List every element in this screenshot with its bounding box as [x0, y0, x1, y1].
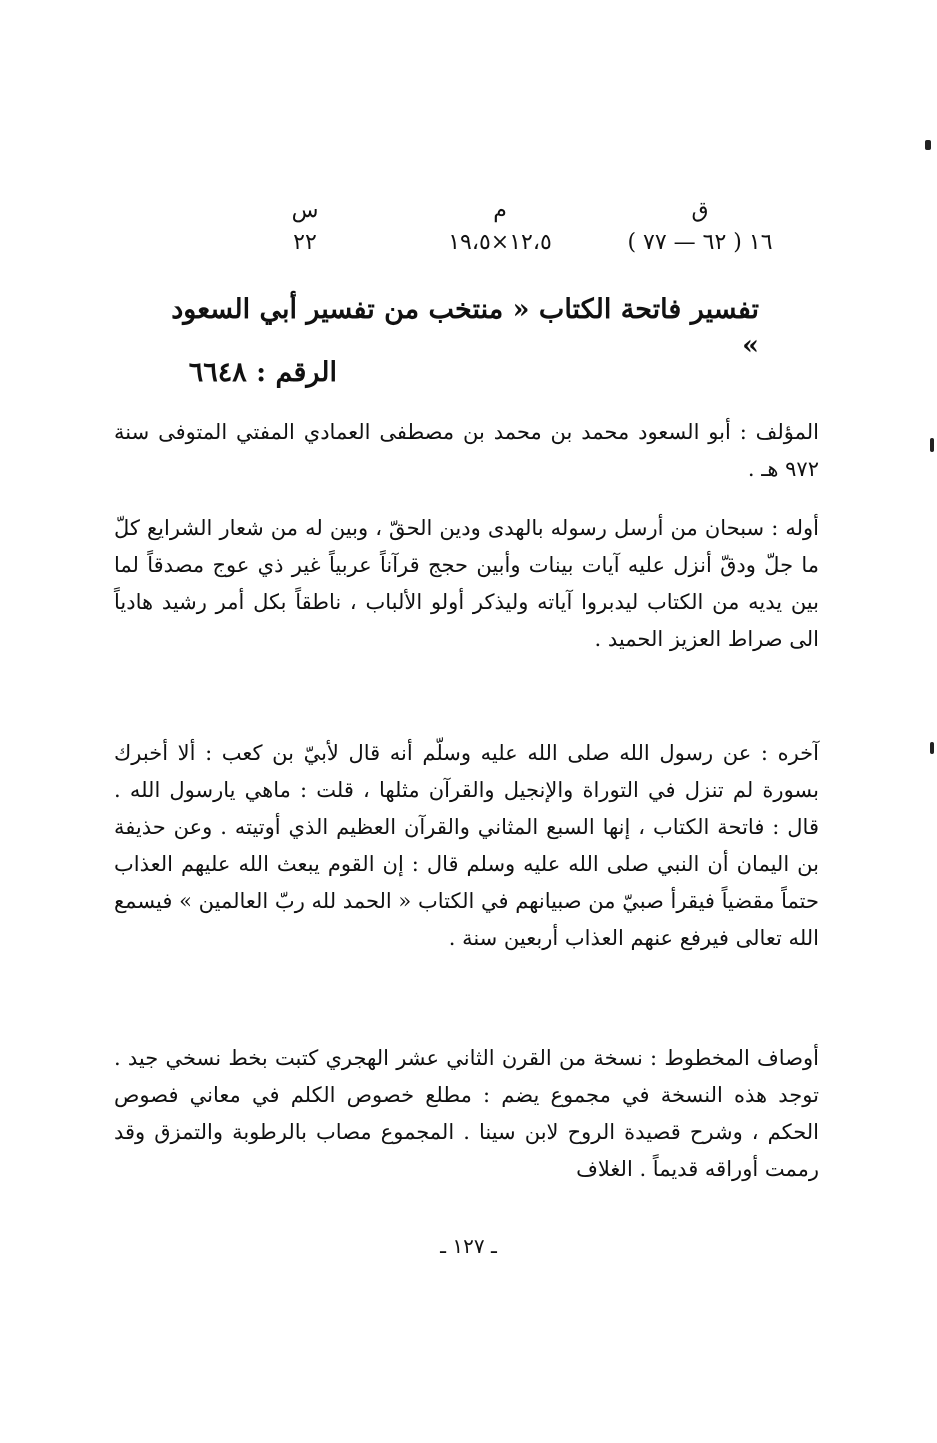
leaves-label: ق: [691, 198, 709, 223]
size-value: ١٢،٥×١٩،٥: [448, 230, 552, 255]
author-paragraph: المؤلف : أبو السعود محمد بن محمد بن مصطفى العمادي المفتي المتوفى سنة ٩٧٢ هـ .: [114, 420, 819, 481]
entry-title: تفسير فاتحة الكتاب « منتخب من تفسير أبي السعود »: [171, 294, 759, 361]
size-info: [415, 195, 585, 259]
description-paragraph: أوصاف المخطوط : نسخة من القرن الثاني عشر الهجري كتبت بخط نسخي جيد . توجد هذه النسخة في مجموع يضم : مطلع خصوص الكلم في معاني فصوص الحكم ، وشرح قصيدة الروح لابن سينا . المجموع مصاب بالرطوبة والتمزق وقد رممت أوراقه قديماً . الغلاف: [114, 1046, 819, 1181]
lines-label: س: [291, 198, 319, 223]
leaves-value: ١٦ ( ٦٢ — ٧٧ ): [627, 230, 773, 255]
page-number: ـ ١٢٧ ـ: [440, 1234, 497, 1258]
size-label: م: [493, 198, 507, 223]
lines-info: [255, 195, 355, 259]
ending-paragraph: آخره : عن رسول الله صلى الله عليه وسلّم أنه قال لأبيّ بن كعب : ألا أخبرك بسورة لم تنزل في التوراة والإنجيل والقرآن مثلها ، قلت : ماهي يارسول الله . قال : فاتحة الكتاب ، إنها السبع المثاني والقرآن العظيم الذي أوتيته . وعن حذيفة بن اليمان أن النبي صلى الله عليه وسلم قال : إن القوم يبعث الله عليهم العذاب حتماً مقضياً فيقرأ صبيّ من صبيانهم في الكتاب « الحمد لله ربّ العالمين » فيسمع الله تعالى فيرفع عنهم العذاب أربعين سنة .: [114, 741, 819, 950]
beginning-paragraph: أوله : سبحان من أرسل رسوله بالهدى ودين الحقّ ، وبين له من شعار الشرايع كلّ ما جلّ ودقّ أنزل عليه آيات بينات وأبين حجج قرآناً عربياً غير ذي عوج مصدقاً لما بين يديه من الكتاب ليدبروا آياته وليذكر أولو الألباب ، ناطقاً بكل أمر رشيد هادياً الى صراط العزيز الحميد .: [114, 516, 819, 651]
scan-mark: [925, 140, 931, 150]
scan-mark: [930, 438, 934, 452]
scan-mark: [930, 742, 934, 754]
lines-value: ٢٢: [293, 230, 317, 255]
manuscript-metadata: [250, 195, 795, 265]
leaves-info: [605, 195, 795, 259]
entry-number: الرقم : ٦٦٤٨: [188, 357, 337, 388]
